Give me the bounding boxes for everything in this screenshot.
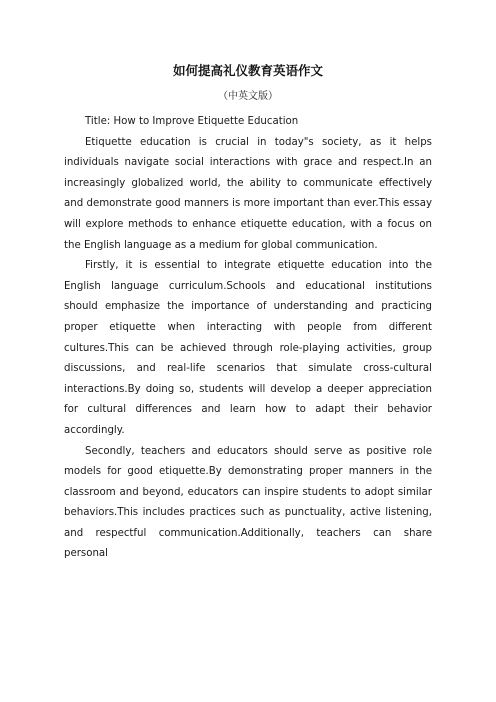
paragraph-intro: Etiquette education is crucial in today"s society, as it helps individuals navigate social interactions with grace and respect.In an increasingly globalized world, the ability to communicate effectively and demonstrate good manners is more important than ever.This essay will explore methods to enhance etiquette education, with a focus on the English language as a medium for global communication. [64,136,432,251]
edition-label: （中英文版） [218,91,278,102]
document-title: 如何提高礼仪教育英语作文 [172,63,323,78]
paragraph-firstly: Firstly, it is essential to integrate etiquette education into the English language curriculum.Schools and educational institutions should emphasize the importance of understanding and practicing proper etiquette when interacting with people from different cultures.This can be achieved through role-playing activities, group discussions, and real-life scenarios that simulate cross-cultural interactions.By doing so, students will develop a deeper appreciation for cultural differences and learn how to adapt their behavior accordingly. [64,260,432,436]
essay-title-line: Title: How to Improve Etiquette Education [85,116,299,127]
paragraph-secondly: Secondly, teachers and educators should serve as positive role models for good etiquette.By demonstrating proper manners in the classroom and beyond, educators can inspire students to adopt similar behaviors.This includes practices such as punctuality, active listening, and respectful communication.Additionally, teachers can share personal [64,445,432,560]
